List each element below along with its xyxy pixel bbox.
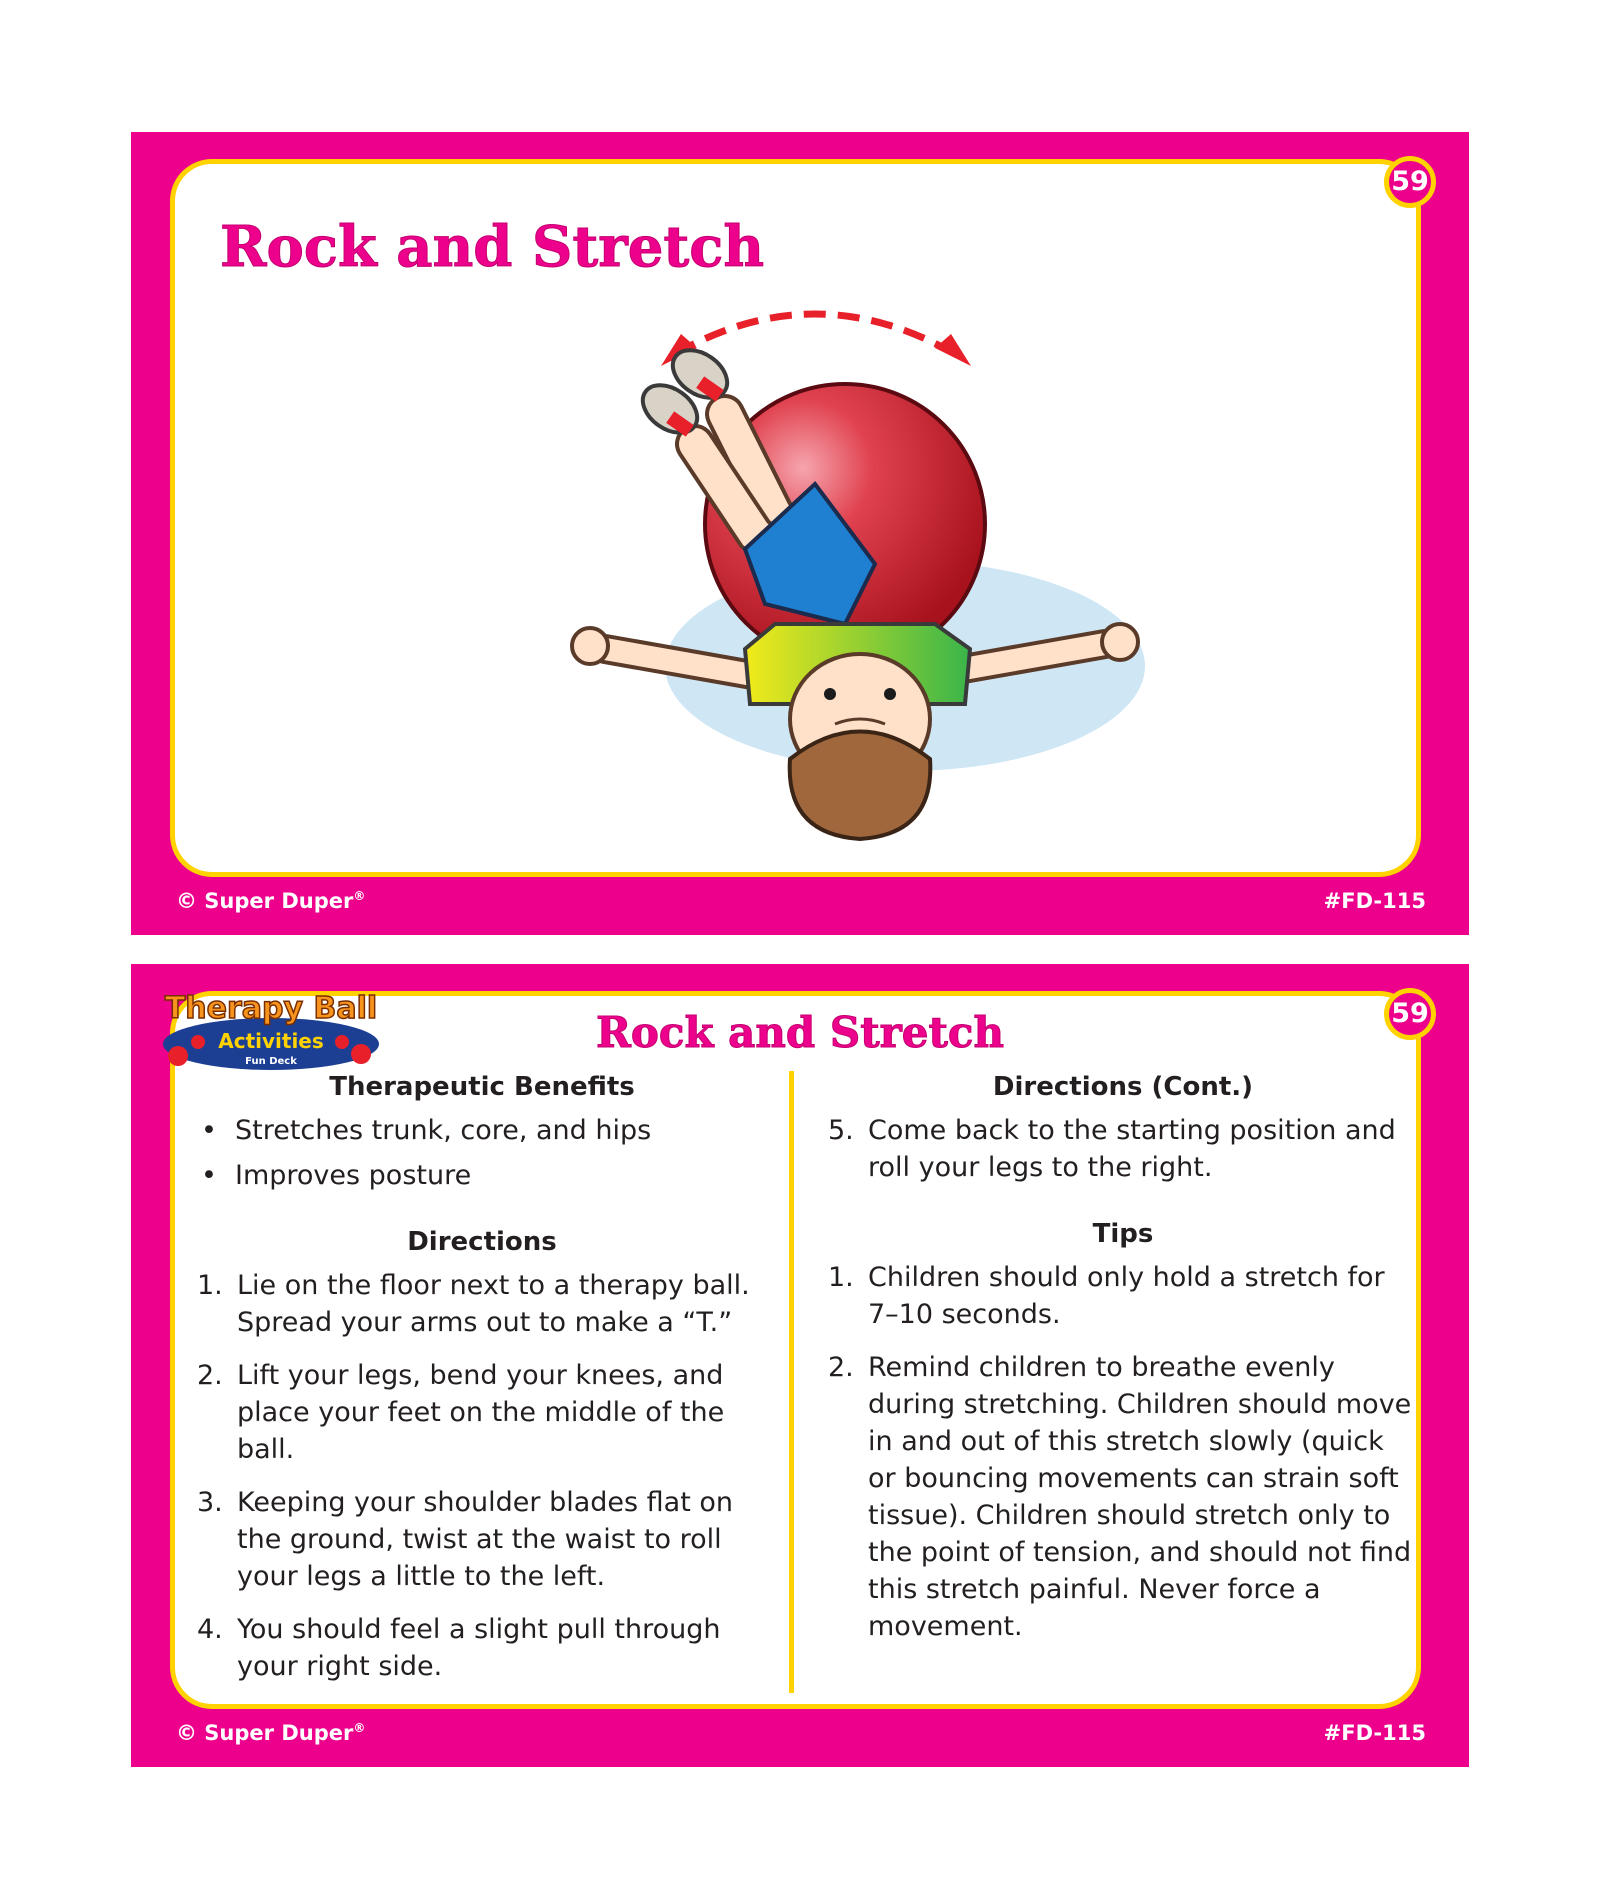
list-item: 5. Come back to the starting position and roll your legs to the right. (828, 1115, 1396, 1183)
column-divider (789, 1071, 794, 1693)
list-item: 2. Lift your legs, bend your knees, and place your feet on the middle of the ball. (197, 1360, 725, 1465)
svg-text:Activities: Activities (218, 1029, 324, 1053)
directions-cont-list (828, 1112, 1418, 1186)
copyright-footer: © Super Duper® (176, 889, 366, 913)
tips-heading: Tips (1092, 1219, 1154, 1249)
svg-text:Fun Deck: Fun Deck (245, 1056, 297, 1067)
list-item: 2. Remind children to breathe evenly during stretching. Children should move in and out of this stretch slowly (quick or bouncing movements can strain soft tissue). Children should stretch only to the point of tension, and should not find this stretch painful. Never force a movement. (828, 1352, 1412, 1642)
list-item: • Improves posture (197, 1157, 767, 1194)
directions-cont-heading: Directions (Cont.) (992, 1072, 1254, 1102)
rock-arrow-icon (675, 314, 955, 354)
directions-list (197, 1267, 767, 1685)
list-item: 1. Children should only hold a stretch for 7–10 seconds. (828, 1262, 1385, 1330)
benefits-list (197, 1112, 767, 1194)
list-item: 3. Keeping your shoulder blades flat on the ground, twist at the waist to roll your legs a little to the left. (197, 1487, 734, 1592)
list-item: • Stretches trunk, core, and hips (197, 1112, 767, 1149)
left-column (197, 1069, 767, 1701)
card-back (131, 964, 1469, 1767)
copyright-footer: © Super Duper® (176, 1721, 366, 1745)
tips-list (828, 1259, 1418, 1645)
child-on-therapy-ball-illustration (515, 264, 1235, 864)
directions-heading: Directions (407, 1227, 557, 1257)
card-front-panel (170, 159, 1421, 877)
product-code: #FD-115 (1323, 889, 1426, 913)
card-title: Rock and Stretch (220, 214, 765, 280)
svg-text:Therapy Ball: Therapy Ball (164, 991, 378, 1026)
product-code: #FD-115 (1323, 1721, 1426, 1745)
list-item: 1. Lie on the floor next to a therapy ball. Spread your arms out to make a “T.” (197, 1270, 750, 1338)
benefits-heading: Therapeutic Benefits (329, 1072, 635, 1102)
card-back-title: Rock and Stretch (595, 1008, 1005, 1057)
list-item: 4. You should feel a slight pull through your right side. (197, 1614, 721, 1682)
card-number-badge: 59 (1384, 988, 1436, 1040)
hair (790, 732, 931, 840)
arrow-head-right-icon (935, 334, 971, 366)
card-number-badge: 59 (1384, 156, 1436, 208)
right-column (828, 1069, 1418, 1661)
card-front (131, 132, 1469, 935)
